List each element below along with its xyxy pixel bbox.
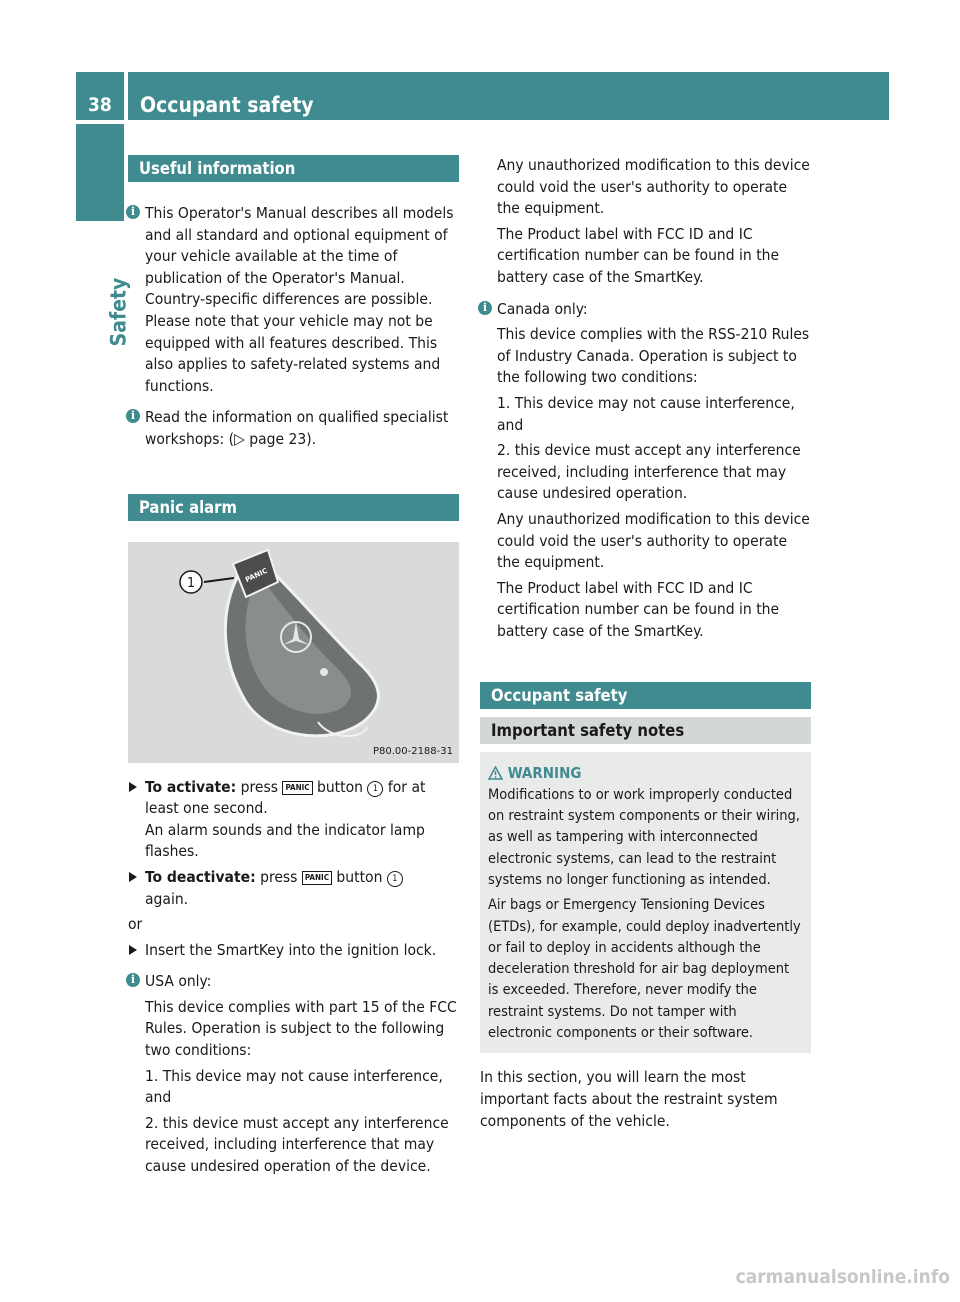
smartkey-illustration — [128, 542, 459, 763]
info-text: Any unauthorized modification to this device could void the user's authority to operate the equipment. — [497, 509, 810, 572]
warning-heading — [488, 763, 803, 784]
body-text: Any unauthorized modification to this device could void the user's authority to operate the equipment. — [497, 156, 810, 218]
arrow-icon — [129, 872, 137, 882]
callout-1-icon: 1 — [387, 871, 403, 887]
info-icon: i — [126, 973, 140, 987]
step-text-part: button — [336, 867, 383, 886]
info-canada — [480, 299, 811, 643]
page-number: 38 — [76, 72, 124, 120]
or-text: or — [128, 915, 143, 934]
info-text: 1. This device may not cause interference, and — [497, 393, 795, 434]
info-text: 2. this device must accept any interference received, including interference that may cause undesired operation of the device. — [145, 1113, 449, 1176]
info-icon: i — [126, 409, 140, 423]
callout-1-icon: 1 — [367, 781, 383, 797]
info-text: 1. This device may not cause interference, and — [145, 1066, 443, 1107]
image-code: P80.00-2188-31 — [372, 745, 453, 757]
section-occupant-safety: Occupant safety — [480, 682, 811, 709]
subsection-important-safety-notes: Important safety notes — [480, 717, 811, 744]
step-insert-key — [128, 940, 459, 962]
panic-key-icon: PANIC — [282, 781, 312, 795]
step-label: To activate: — [145, 777, 237, 796]
left-column — [128, 155, 459, 1178]
info-usa — [128, 971, 459, 1177]
side-tab-block — [76, 124, 124, 221]
watermark: carmanualsonline.info — [735, 1266, 950, 1288]
step-text-part: for at least one second. — [145, 777, 426, 818]
section-useful-information: Useful information — [128, 155, 459, 182]
step-text-part: again. — [145, 889, 189, 908]
warning-text: Air bags or Emergency Tensioning Devices (ETDs), for example, could deploy inadvertently or fail to deploy in accidents although the deceleration threshold for air bag deployment is exceeded. Therefore, never modify the restraint systems. Do not tamper with electronic components or their software. — [488, 897, 801, 1042]
body-text: In this section, you will learn the most important facts about the restraint system components of the vehicle. — [480, 1068, 778, 1130]
info-note — [128, 203, 459, 397]
info-text: This device complies with part 15 of the FCC Rules. Operation is subject to the following two conditions: — [145, 997, 457, 1060]
chapter-title: Occupant safety — [128, 72, 889, 120]
info-title: USA only: — [145, 972, 212, 991]
callout-number: 1 — [186, 575, 196, 591]
warning-box — [480, 752, 811, 1053]
info-text: 2. this device must accept any interference received, including interference that may cause undesired operation. — [497, 441, 801, 503]
step-text — [145, 777, 459, 863]
section-panic-alarm: Panic alarm — [128, 494, 459, 521]
warning-icon — [488, 764, 508, 782]
body-text: The Product label with FCC ID and IC certification number can be found in the battery case of the SmartKey. — [497, 224, 780, 286]
step-deactivate — [128, 867, 459, 910]
info-text: This device complies with the RSS-210 Rules of Industry Canada. Operation is subject to the following two conditions: — [497, 325, 810, 387]
step-activate — [128, 777, 459, 863]
step-label: To deactivate: — [145, 867, 256, 886]
panic-key-icon: PANIC — [302, 871, 332, 885]
step-text-part: press — [240, 777, 279, 796]
step-text: Insert the SmartKey into the ignition lock. — [145, 940, 437, 959]
panic-key-text: PANIC — [244, 566, 269, 584]
smartkey-drawing — [128, 542, 459, 763]
arrow-icon — [129, 945, 137, 955]
info-note — [128, 407, 459, 450]
warning-text: Modifications to or work improperly conducted on restraint system components or their wiring, as well as tampering with interconnected electronic systems, can lead to the restraint systems no longer functioning as intended. — [488, 786, 800, 888]
info-text: This Operator's Manual describes all models and all standard and optional equipment of your vehicle available at the time of publication of the Operator's Manual. Country-specific differences are possible. Please note that your vehicle may not be equipped with all features described. This also applies to safety-related systems and functions. — [145, 204, 454, 395]
info-icon: i — [478, 301, 492, 315]
info-text: Read the information on qualified specialist workshops: (▷ page 23). — [145, 408, 449, 448]
arrow-icon — [129, 782, 137, 792]
right-column — [480, 155, 811, 1132]
step-text-part: press — [260, 867, 298, 886]
side-tab-label: Safety — [106, 277, 131, 347]
step-text-part: button — [316, 777, 363, 796]
warning-title: WARNING — [507, 764, 582, 783]
step-text — [145, 867, 459, 910]
info-text: The Product label with FCC ID and IC certification number can be found in the battery case of the SmartKey. — [497, 578, 780, 640]
info-title: Canada only: — [497, 299, 588, 318]
info-icon: i — [126, 205, 140, 219]
step-text-part: An alarm sounds and the indicator lamp flashes. — [145, 820, 425, 861]
